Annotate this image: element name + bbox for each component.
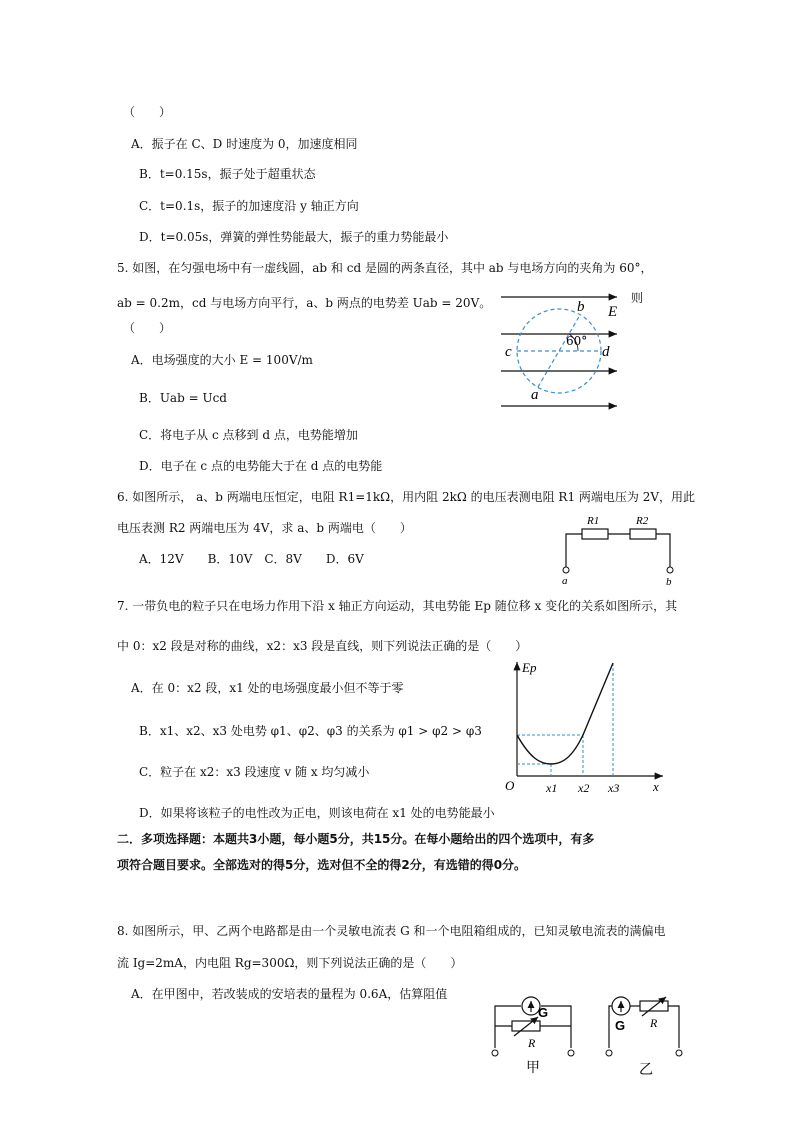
q5-stem-line2-end: 则 bbox=[631, 291, 644, 305]
q5-option-b: B．Uab = Ucd bbox=[139, 391, 227, 405]
q6-options: A．12V B．10V C．8V D．6V bbox=[139, 552, 364, 566]
q7-stem-line2: 中 0：x2 段是对称的曲线，x2：x3 段是直线，则下列说法正确的是（ ） bbox=[117, 639, 528, 653]
q7-option-c: C．粒子在 x2：x3 段速度 v 随 x 均匀减小 bbox=[139, 765, 370, 779]
q4-option-a: A．振子在 C、D 时速度为 0，加速度相同 bbox=[131, 137, 358, 151]
label-b: b bbox=[577, 299, 585, 315]
energy-curve bbox=[517, 663, 613, 764]
q8-stem-line1: 8. 如图所示，甲、乙两个电路都是由一个灵敏电流表 G 和一个电阻箱组成的，已知灵敏电流表的满偏电 bbox=[117, 924, 666, 938]
label-ep: Ep bbox=[522, 660, 537, 675]
label-x3: x3 bbox=[608, 781, 620, 795]
resistor-r2 bbox=[630, 529, 656, 539]
label-origin: O bbox=[505, 778, 515, 793]
label-x2: x2 bbox=[578, 781, 590, 795]
terminal-a bbox=[563, 567, 569, 573]
section2-heading-line2: 项符合题目要求。全部选对的得5分，选对但不全的得2分，有选错的得0分。 bbox=[117, 858, 527, 872]
label-r2: R2 bbox=[636, 515, 649, 527]
label-a: a bbox=[531, 387, 539, 403]
q5-option-d: D．电子在 c 点的电势能大于在 d 点的电势能 bbox=[139, 459, 383, 473]
q7-stem-line1: 7. 一带负电的粒子只在电场力作用下沿 x 轴正方向运动，其电势能 Ep 随位移 x 变化的关系如图所示，其 bbox=[117, 599, 678, 613]
label-a: a bbox=[562, 575, 568, 587]
resistor-r1 bbox=[582, 529, 608, 539]
q5-option-a: A．电场强度的大小 E = 100V/m bbox=[131, 353, 313, 367]
label-c: c bbox=[505, 344, 512, 360]
terminal-b bbox=[667, 567, 673, 573]
label-angle: 60° bbox=[566, 334, 588, 348]
label-r-yi: R bbox=[650, 1016, 658, 1030]
label-d: d bbox=[602, 344, 610, 360]
label-g-jia: G bbox=[538, 1005, 549, 1020]
q4-option-d: D．t=0.05s，弹簧的弹性势能最大，振子的重力势能最小 bbox=[139, 230, 449, 244]
q5-stem-line2: ab = 0.2m，cd 与电场方向平行，a、b 两点的电势差 Uab = 20V。 bbox=[117, 296, 492, 310]
q5-option-c: C．将电子从 c 点移到 d 点，电势能增加 bbox=[139, 428, 358, 442]
q7-option-a: A．在 0：x2 段，x1 处的电场强度最小但不等于零 bbox=[131, 681, 404, 695]
q7-energy-graph bbox=[500, 658, 670, 798]
section2-heading-line1: 二．多项选择题：本题共3小题，每小题5分，共15分。在每小题给出的四个选项中，有多 bbox=[117, 832, 595, 846]
label-r1: R1 bbox=[587, 515, 600, 527]
q8-option-a: A．在甲图中，若改装成的安培表的量程为 0.6A，估算阻值 bbox=[131, 987, 448, 1001]
label-x: x bbox=[653, 779, 659, 794]
q4-option-c: C．t=0.1s，振子的加速度沿 y 轴正方向 bbox=[139, 199, 359, 213]
label-r-jia: R bbox=[528, 1036, 536, 1050]
label-b: b bbox=[666, 576, 672, 588]
q7-option-b: B．x1、x2、x3 处电势 φ1、φ2、φ3 的关系为 φ1 > φ2 > φ3 bbox=[139, 724, 482, 738]
q4-bracket: （ ） bbox=[123, 105, 172, 119]
label-g-yi: G bbox=[615, 1018, 626, 1033]
q5-stem-line1: 5. 如图，在匀强电场中有一虚线圆，ab 和 cd 是圆的两条直径，其中 ab 与电场方向的夹角为 60°， bbox=[117, 261, 653, 275]
q6-stem-line2: 电压表测 R2 两端电压为 4V，求 a、b 两端电（ ） bbox=[117, 521, 412, 535]
q6-stem-line1: 6. 如图所示， a、b 两端电压恒定，电阻 R1=1kΩ，用内阻 2kΩ 的电压表测电阻 R1 两端电压为 2V，用此 bbox=[117, 490, 696, 504]
label-E: E bbox=[608, 304, 618, 320]
q8-stem-line2: 流 Ig=2mA，内电阻 Rg=300Ω，则下列说法正确的是（ ） bbox=[117, 956, 463, 970]
label-yi: 乙 bbox=[639, 1062, 653, 1078]
q8-circuit-figure bbox=[488, 990, 688, 1078]
q7-option-d: D．如果将该粒子的电性改为正电，则该电荷在 x1 处的电势能最小 bbox=[139, 806, 495, 820]
q6-circuit-figure bbox=[560, 512, 680, 587]
q5-field-figure bbox=[495, 285, 635, 415]
q4-option-b: B．t=0.15s，振子处于超重状态 bbox=[139, 167, 316, 181]
label-jia: 甲 bbox=[526, 1060, 540, 1076]
q5-bracket: （ ） bbox=[123, 321, 172, 335]
label-x1: x1 bbox=[546, 781, 558, 795]
